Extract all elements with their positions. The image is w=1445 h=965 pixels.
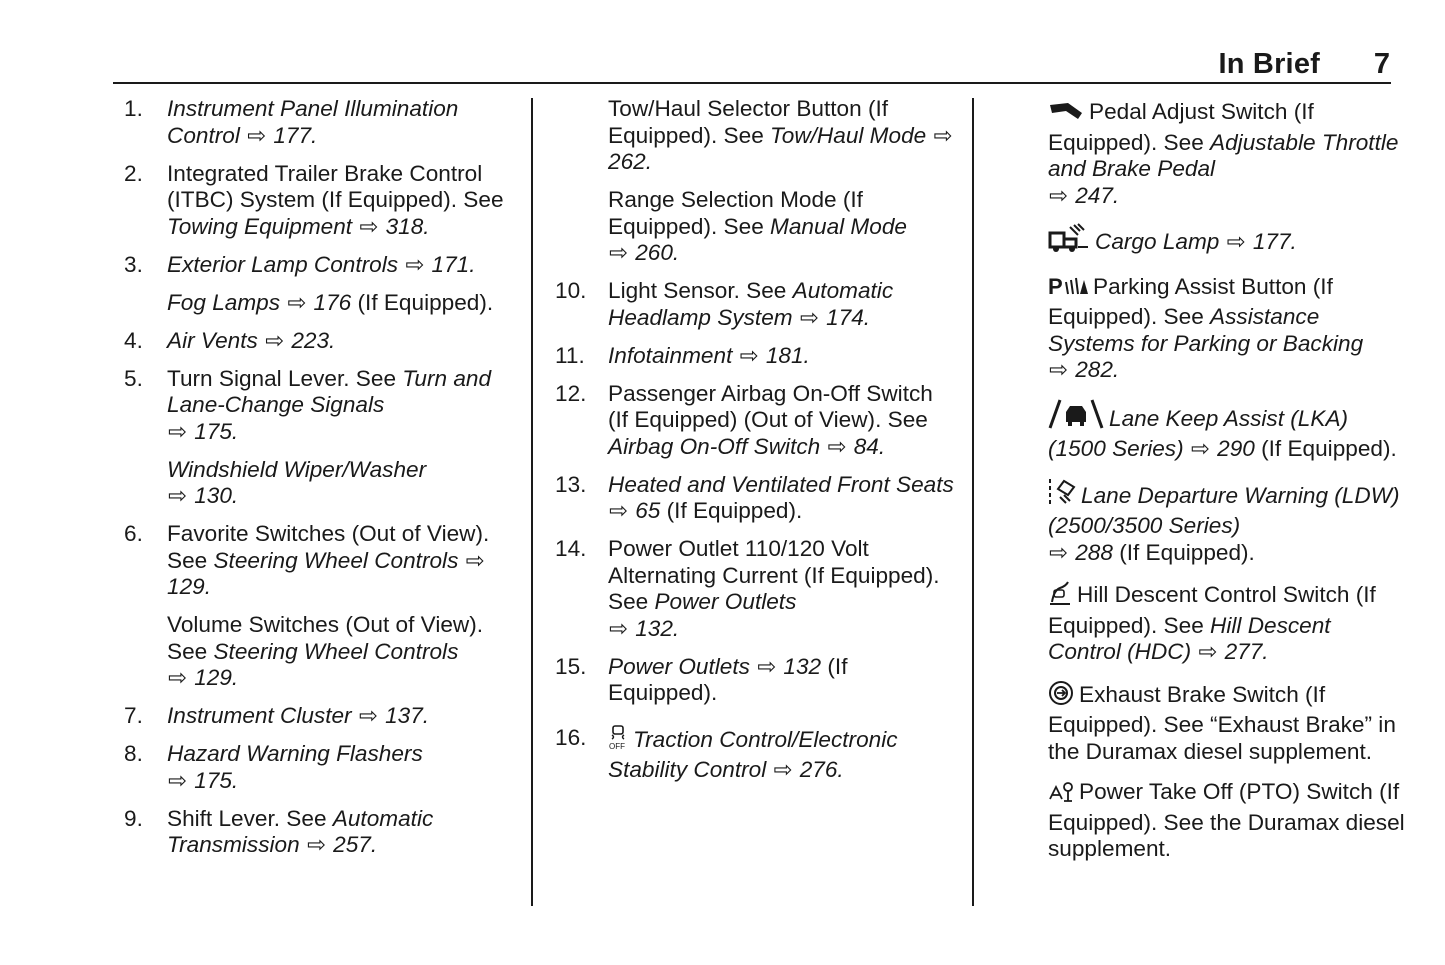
hill-descent-icon	[1048, 580, 1072, 613]
page-ref-icon: ⇨	[773, 757, 793, 782]
page-ref-icon: ⇨	[1198, 639, 1218, 664]
control-entry	[1048, 398, 1408, 463]
column-2	[555, 96, 955, 795]
page-ref[interactable]: 181.	[765, 342, 810, 368]
item-number: 7.	[124, 703, 143, 728]
ref-title[interactable]: Towing Equipment	[167, 213, 353, 239]
page-ref-icon: ⇨	[757, 653, 777, 679]
list-item	[555, 381, 955, 461]
list-item	[124, 328, 524, 355]
ref-title[interactable]: Cargo Lamp	[1095, 229, 1220, 254]
item-text: (If Equipped).	[1112, 539, 1255, 565]
item-text: Light Sensor. See	[608, 278, 793, 303]
list-item	[124, 161, 524, 241]
ref-title[interactable]: Fog Lamps	[167, 289, 281, 315]
ref-title[interactable]: Hill Descent Control (HDC)	[1048, 612, 1331, 664]
page-ref[interactable]: 257.	[333, 832, 378, 857]
item-text: Power Outlet 110/120 Volt Alternating Current (If Equipped). See	[608, 536, 940, 614]
page-ref[interactable]: 260.	[635, 240, 680, 265]
page-ref[interactable]: 288	[1075, 539, 1113, 565]
ref-title[interactable]: Infotainment	[608, 342, 733, 368]
control-entry	[1048, 680, 1408, 766]
page-ref-icon: ⇨	[168, 665, 187, 690]
list-item	[555, 472, 955, 525]
list-item	[124, 741, 524, 794]
page-ref[interactable]: 129.	[167, 574, 211, 599]
list-item	[555, 725, 955, 784]
page-ref[interactable]: 129.	[194, 665, 239, 690]
page-ref-icon: ⇨	[1190, 436, 1210, 461]
ref-title[interactable]: Tow/Haul Mode	[770, 122, 927, 148]
page-ref-icon: ⇨	[265, 327, 285, 353]
list-item	[555, 343, 955, 370]
page-ref[interactable]: 282.	[1075, 357, 1120, 382]
page-ref-icon: ⇨	[168, 767, 187, 793]
page-ref[interactable]: 175.	[194, 767, 239, 793]
item-number: 11.	[555, 342, 585, 368]
section-title: In Brief	[1218, 48, 1320, 80]
page-ref[interactable]: 84.	[853, 433, 886, 459]
page-ref-icon: ⇨	[247, 122, 267, 148]
page-ref-icon: ⇨	[1226, 229, 1246, 254]
exhaust-brake-icon	[1048, 680, 1074, 713]
ref-title[interactable]: Power Outlets	[608, 653, 750, 679]
ref-title[interactable]: Hazard Warning Flashers	[167, 741, 423, 766]
item-text: Hill Descent Control Switch (If Equipped). See	[1048, 582, 1376, 638]
parking-assist-icon	[1048, 274, 1088, 305]
ref-title[interactable]: Instrument Panel Illumination Control	[167, 96, 459, 148]
ref-title[interactable]: Airbag On-Off Switch	[608, 433, 821, 459]
page-ref-icon: ⇨	[933, 122, 953, 148]
page-ref[interactable]: 137.	[385, 703, 430, 728]
item-text: (If Equipped).	[660, 498, 803, 523]
ref-title[interactable]: Manual Mode	[770, 213, 907, 239]
page-header	[0, 44, 1390, 84]
page-ref[interactable]: 290	[1217, 436, 1255, 461]
item-text: Range Selection Mode (If Equipped). See	[608, 187, 863, 239]
control-entry	[1048, 223, 1408, 260]
continued-item	[608, 187, 955, 267]
ref-title[interactable]: Instrument Cluster	[167, 703, 352, 728]
item-text: (If Equipped).	[1254, 436, 1397, 461]
pedal-adjust-icon	[1048, 101, 1084, 130]
control-entry	[1048, 274, 1408, 384]
list-item	[124, 366, 524, 446]
ref-title[interactable]: Air Vents	[167, 327, 258, 353]
ref-title[interactable]: Steering Wheel Controls	[213, 547, 459, 573]
ref-title[interactable]: Exterior Lamp Controls	[167, 251, 399, 277]
control-entry	[1048, 779, 1408, 863]
page-ref-icon: ⇨	[609, 498, 628, 523]
item-text: Turn Signal Lever. See	[167, 365, 403, 391]
item-text: Shift Lever. See	[167, 805, 333, 831]
control-entry	[1048, 99, 1408, 209]
item-number: 16.	[555, 724, 587, 750]
page-ref[interactable]: 175.	[194, 418, 239, 444]
ref-title[interactable]: Traction Control/Electronic Stability Control	[608, 726, 898, 782]
page-ref[interactable]: 65	[635, 498, 661, 523]
page-ref[interactable]: 247.	[1075, 182, 1120, 208]
ref-title[interactable]: Assistance Systems for Parking or Backing	[1048, 304, 1364, 356]
page-ref[interactable]: 132.	[635, 615, 680, 641]
list-item	[124, 252, 524, 279]
ref-title[interactable]: Windshield Wiper/Washer	[167, 456, 427, 482]
ref-title[interactable]: Turn and Lane-Change Signals	[167, 365, 492, 417]
page-ref[interactable]: 276.	[799, 757, 844, 782]
page-ref-icon: ⇨	[306, 832, 326, 857]
list-item	[124, 521, 524, 601]
column-3	[1048, 96, 1408, 877]
page-ref[interactable]: 277.	[1224, 639, 1269, 664]
page-ref-icon: ⇨	[1049, 357, 1068, 382]
svg-text:P: P	[1048, 273, 1063, 298]
ref-title[interactable]: Automatic Headlamp System	[608, 278, 894, 330]
page-ref-icon: ⇨	[739, 342, 759, 368]
page-number: 7	[1373, 48, 1390, 80]
page-ref-icon: ⇨	[609, 615, 628, 641]
control-entry	[1048, 580, 1408, 666]
item-text: Pedal Adjust Switch (If Equipped). See	[1048, 99, 1314, 155]
column-divider-2	[972, 98, 974, 906]
control-entry	[1048, 477, 1408, 567]
ref-title[interactable]: Lane Departure Warning (LDW) (2500/3500 Series)	[1048, 482, 1400, 538]
cargo-lamp-icon	[1048, 223, 1090, 260]
item-number: 12.	[555, 380, 587, 406]
ref-title[interactable]: Heated and Ventilated Front Seats	[608, 471, 954, 497]
item-text: Tow/Haul Selector Button (If Equipped). See	[608, 96, 889, 148]
traction-control-off-icon	[608, 725, 628, 758]
item-number: 10.	[555, 278, 587, 303]
item-number: 5.	[124, 365, 143, 391]
page-ref-icon: ⇨	[405, 251, 425, 277]
item-text: Passenger Airbag On-Off Switch (If Equipped) (Out of View). See	[608, 380, 933, 432]
item-number: 13.	[555, 471, 587, 497]
page-ref-icon: ⇨	[168, 483, 187, 508]
column-divider-1	[531, 98, 533, 906]
item-number: 9.	[124, 805, 143, 831]
item-number: 14.	[555, 536, 587, 561]
page-ref-icon: ⇨	[609, 240, 628, 265]
list-item	[124, 806, 524, 859]
item-text: (If Equipped).	[608, 653, 848, 705]
item-text: Favorite Switches (Out of View). See	[167, 521, 490, 573]
page-ref[interactable]: 130.	[194, 483, 239, 508]
page-ref[interactable]: 177.	[1252, 229, 1297, 254]
list-item	[555, 654, 955, 707]
ref-title[interactable]: Power Outlets	[654, 589, 797, 614]
item-number: 8.	[124, 741, 143, 766]
svg-text:OFF: OFF	[609, 741, 625, 751]
item-text: Integrated Trailer Brake Control (ITBC) System (If Equipped). See	[167, 160, 504, 212]
ref-title[interactable]: Adjustable Throttle and Brake Pedal	[1048, 129, 1399, 181]
item-text: (If Equipped).	[351, 289, 494, 315]
page-ref[interactable]: 171.	[431, 251, 476, 277]
item-text: Parking Assist Button (If Equipped). See	[1048, 273, 1333, 329]
list-item	[555, 536, 955, 642]
list-item	[124, 96, 524, 149]
page-ref-icon: ⇨	[359, 213, 379, 239]
page-ref[interactable]: 262.	[608, 149, 652, 174]
item-number: 3.	[124, 251, 143, 277]
ref-title[interactable]: Lane Keep Assist (LKA) (1500 Series)	[1048, 405, 1349, 461]
page-ref[interactable]: 176	[313, 289, 352, 315]
item-number: 2.	[124, 160, 143, 186]
page-ref-icon: ⇨	[1049, 182, 1068, 208]
page-ref[interactable]: 177.	[273, 122, 318, 148]
page-ref-icon: ⇨	[465, 547, 485, 573]
page-ref-icon: ⇨	[168, 418, 187, 444]
page-ref-icon: ⇨	[1049, 539, 1068, 565]
pto-icon	[1048, 779, 1074, 810]
page-ref-icon: ⇨	[827, 433, 847, 459]
page-ref-icon: ⇨	[287, 289, 307, 315]
header-rule	[113, 82, 1391, 84]
continued-item	[608, 96, 955, 176]
item-text: Power Take Off (PTO) Switch (If Equipped). See the Duramax diesel supplement.	[1048, 779, 1405, 861]
sub-item	[167, 457, 524, 510]
lane-departure-warning-icon	[1048, 477, 1076, 514]
item-number: 1.	[124, 96, 143, 121]
page-ref[interactable]: 318.	[385, 213, 430, 239]
ref-title[interactable]: Steering Wheel Controls	[213, 638, 459, 664]
list-item	[555, 278, 955, 331]
page-ref[interactable]: 132	[783, 653, 822, 679]
lane-keep-assist-icon	[1048, 398, 1104, 437]
page-ref-icon: ⇨	[358, 703, 378, 728]
item-number: 15.	[555, 653, 587, 679]
page-ref[interactable]: 223.	[291, 327, 336, 353]
item-text: Volume Switches (Out of View). See	[167, 612, 484, 664]
page-ref[interactable]: 174.	[826, 304, 871, 330]
item-number: 6.	[124, 521, 143, 546]
ref-title[interactable]: Automatic Transmission	[167, 805, 434, 857]
sub-item	[167, 290, 524, 317]
item-text: Exhaust Brake Switch (If Equipped). See “Exhaust Brake” in the Duramax diesel supplement.	[1048, 681, 1396, 764]
sub-item	[167, 612, 524, 692]
page-ref-icon: ⇨	[799, 304, 819, 330]
item-number: 4.	[124, 327, 143, 353]
column-1	[124, 96, 524, 870]
list-item	[124, 703, 524, 730]
